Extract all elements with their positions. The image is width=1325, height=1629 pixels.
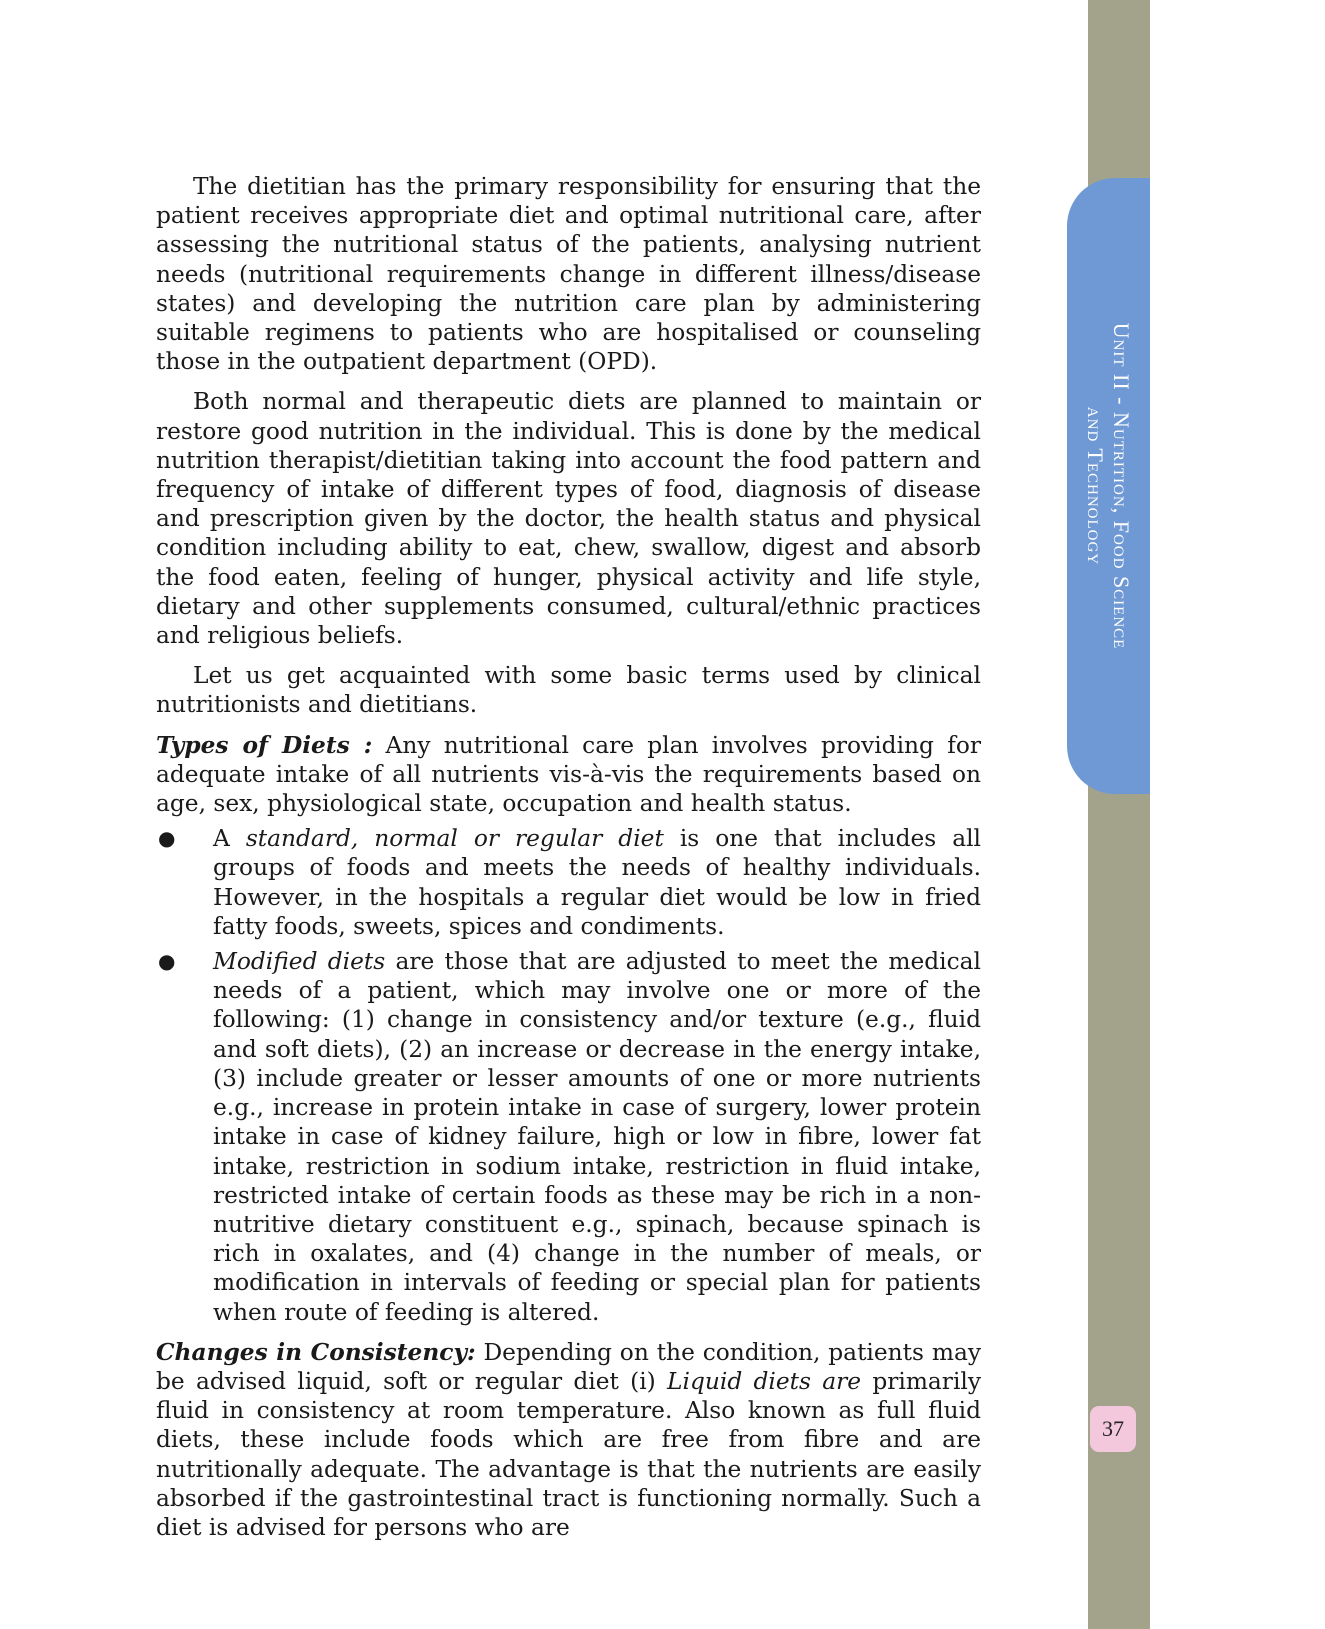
page-body [156,172,981,1542]
unit-tab-line-1: Unit II - Nutrition, Food Science [1109,322,1134,650]
list-item-prefix: A [213,825,246,853]
bullet-icon: ● [158,826,176,851]
paragraph-changes-in-consistency [156,1338,981,1542]
term-liquid-diets: Liquid diets are [667,1367,862,1395]
heading-types-of-diets: Types of Diets : [156,731,373,759]
consistency-text-1: Depending on the condition, patients may be advised liquid, soft or regular diet (i) [156,1338,982,1395]
term-standard-diet: standard, normal or regular diet [245,825,664,853]
bullet-icon: ● [158,949,176,974]
consistency-text-2: primarily fluid in consistency at room temperature. Also known as full fluid diets, these include foods which are free from fibre and are nutritionally adequate. The advantage is that the nutrients are easily absorbed if the gastrointestinal tract is functioning normally. Such a diet is advised for persons who are [156,1367,982,1541]
paragraph-types-of-diets [156,731,981,819]
heading-changes-in-consistency: Changes in Consistency: [156,1338,476,1366]
diet-types-list [156,824,981,1326]
paragraph-basic-terms: Let us get acquainted with some basic terms used by clinical nutritionists and dietitians. [156,662,981,719]
paragraph-normal-therapeutic-diets: Both normal and therapeutic diets are planned to maintain or restore good nutrition in the individual. This is done by the medical nutrition therapist/dietitian taking into account the food pattern and frequency of intake of different types of food, diagnosis of disease and prescription given by the doctor, the health status and physical condition including ability to eat, chew, swallow, digest and absorb the food eaten, feeling of hunger, physical activity and life style, dietary and other supplements consumed, cultural/ethnic practices and religious beliefs. [156,388,981,650]
list-item-modified-diets [156,947,981,1327]
list-item-standard-diet [156,824,981,941]
paragraph-dietitian-role: The dietitian has the primary responsibility for ensuring that the patient receives appropriate diet and optimal nutritional care, after assessing the nutritional status of the patients, analysing nutrient needs (nutritional requirements change in different illness/disease states) and developing the nutrition care plan by administering suitable regimens to patients who are hospitalised or counseling those in the outpatient department (OPD). [156,173,981,376]
term-modified-diets: Modified diets [213,948,386,976]
unit-tab-line-2: and Technology [1083,406,1108,566]
list-item-text: are those that are adjusted to meet the medical needs of a patient, which may involve one or more of the following: (1) change in consistency and/or texture (e.g., fluid and soft diets), (2) an increase or decrease in the energy intake, (3) include greater or lesser amounts of one or more nutrients e.g., increase in protein intake in case of surgery, lower protein intake in case of kidney failure, high or low in fibre, lower fat intake, restriction in sodium intake, restriction in fluid intake, restricted intake of certain foods as these may be rich in a non-nutritive dietary constituent e.g., spinach, because spinach is rich in oxalates, and (4) change in the number of meals, or modification in intervals of feeding or special plan for patients when route of feeding is altered. [213,948,981,1326]
types-of-diets-text: Any nutritional care plan involves providing for adequate intake of all nutrients vis-à-vis the requirements based on age, sex, physiological state, occupation and health status. [156,731,981,818]
page-number: 37 [1090,1406,1136,1452]
list-item-text: is one that includes all groups of foods and meets the needs of healthy individuals. However, in the hospitals a regular diet would be low in fried fatty foods, sweets, spices and condiments. [213,825,981,940]
